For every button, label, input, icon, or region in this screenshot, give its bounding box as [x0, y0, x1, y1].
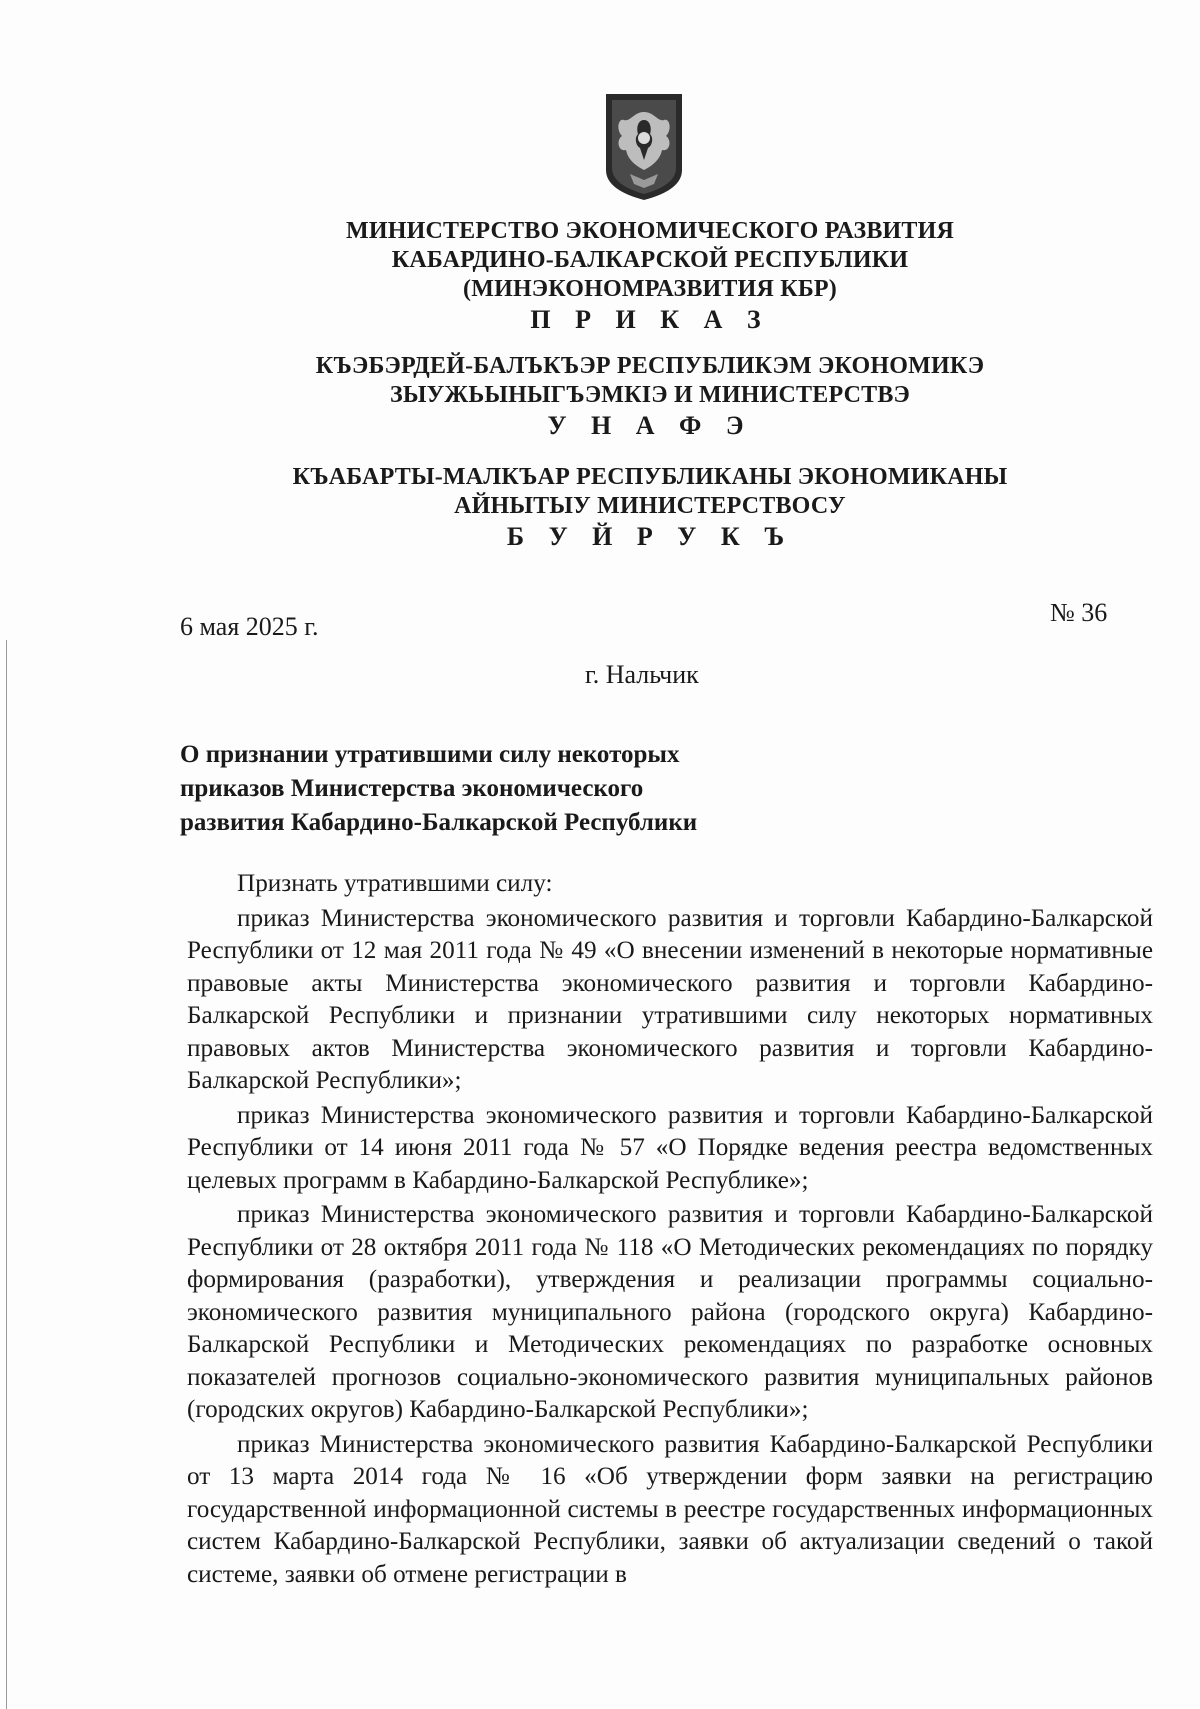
header-kbd-line1: КЪЭБЭРДЕЙ-БАЛЪКЪЭР РЕСПУБЛИКЭМ ЭКОНОМИКЭ: [315, 353, 985, 379]
document-title: [180, 738, 880, 840]
document-body: [187, 868, 1153, 1591]
header-ru: [200, 217, 1100, 336]
document-date: 6 мая 2025 г.: [180, 612, 319, 641]
document-title-line1: О признании утратившими силу некоторых: [180, 741, 680, 768]
body-item-2: приказ Министерства экономического развития и торговли Кабардино-Балкарской Республики от 14 июня 2011 года № 57 «О Порядке ведения реестра ведомственных целевых программ в Кабардино-Балкарской Республике»;: [187, 1101, 1153, 1194]
header-kbd: [200, 352, 1100, 442]
document-title-line3: развития Кабардино-Балкарской Республики: [180, 809, 698, 836]
header-ru-doc-type: П Р И К А З: [530, 305, 770, 334]
body-item-4: приказ Министерства экономического развития Кабардино-Балкарской Республики от 13 марта 2014 года № 16 «Об утверждении форм заявки на регистрацию государственной информационной системы в реестре государственных информационных систем Кабардино-Балкарской Республики, заявки об актуализации сведений о такой системе, заявки об отмене регистрации в: [187, 1430, 1153, 1588]
header-krc-line1: КЪАБАРТЫ-МАЛКЪАР РЕСПУБЛИКАНЫ ЭКОНОМИКАНЫ: [292, 464, 1008, 490]
body-intro: Признать утратившими силу:: [237, 870, 553, 897]
header-kbd-doc-type: У Н А Ф Э: [547, 411, 753, 440]
header-krc: [200, 463, 1100, 553]
document-city: г. Нальчик: [585, 660, 699, 689]
body-item-1: приказ Министерства экономического развития и торговли Кабардино-Балкарской Республики от 12 мая 2011 года № 49 «О внесении изменений в некоторые нормативные правовые акты Министерства экономического развития и торговли Кабардино-Балкарской Республики и признании утратившими силу некоторых нормативных правовых актов Министерства экономического развития и торговли Кабардино-Балкарской Республики»;: [187, 904, 1153, 1094]
header-krc-doc-type: Б У Й Р У К Ъ: [506, 522, 794, 551]
coat-of-arms-icon: [604, 90, 684, 202]
header-ru-line3: (МИНЭКОНОМРАЗВИТИЯ КБР): [463, 276, 837, 302]
scan-edge-line: [6, 640, 7, 1709]
body-item-3: приказ Министерства экономического развития и торговли Кабардино-Балкарской Республики от 28 октября 2011 года № 118 «О Методических рекомендациях по порядку формирования (разработки), утверждения и реализации программы социально-экономического развития муниципального района (городского округа) Кабардино-Балкарской Республики и Методических рекомендациях по разработке основных показателей прогнозов социально-экономического развития муниципальных районов (городских округов) Кабардино-Балкарской Республики»;: [187, 1201, 1153, 1423]
document-title-line2: приказов Министерства экономического: [180, 775, 644, 802]
header-kbd-line2: ЗЫУЖЬЫНЫГЪЭМКIЭ И МИНИСТЕРСТВЭ: [389, 382, 911, 408]
header-ru-line2: КАБАРДИНО-БАЛКАРСКОЙ РЕСПУБЛИКИ: [391, 247, 909, 273]
document-number: № 36: [1050, 598, 1108, 627]
header-ru-line1: МИНИСТЕРСТВО ЭКОНОМИЧЕСКОГО РАЗВИТИЯ: [345, 218, 955, 244]
header-krc-line2: АЙНЫТЫУ МИНИСТЕРСТВОСУ: [454, 493, 846, 519]
